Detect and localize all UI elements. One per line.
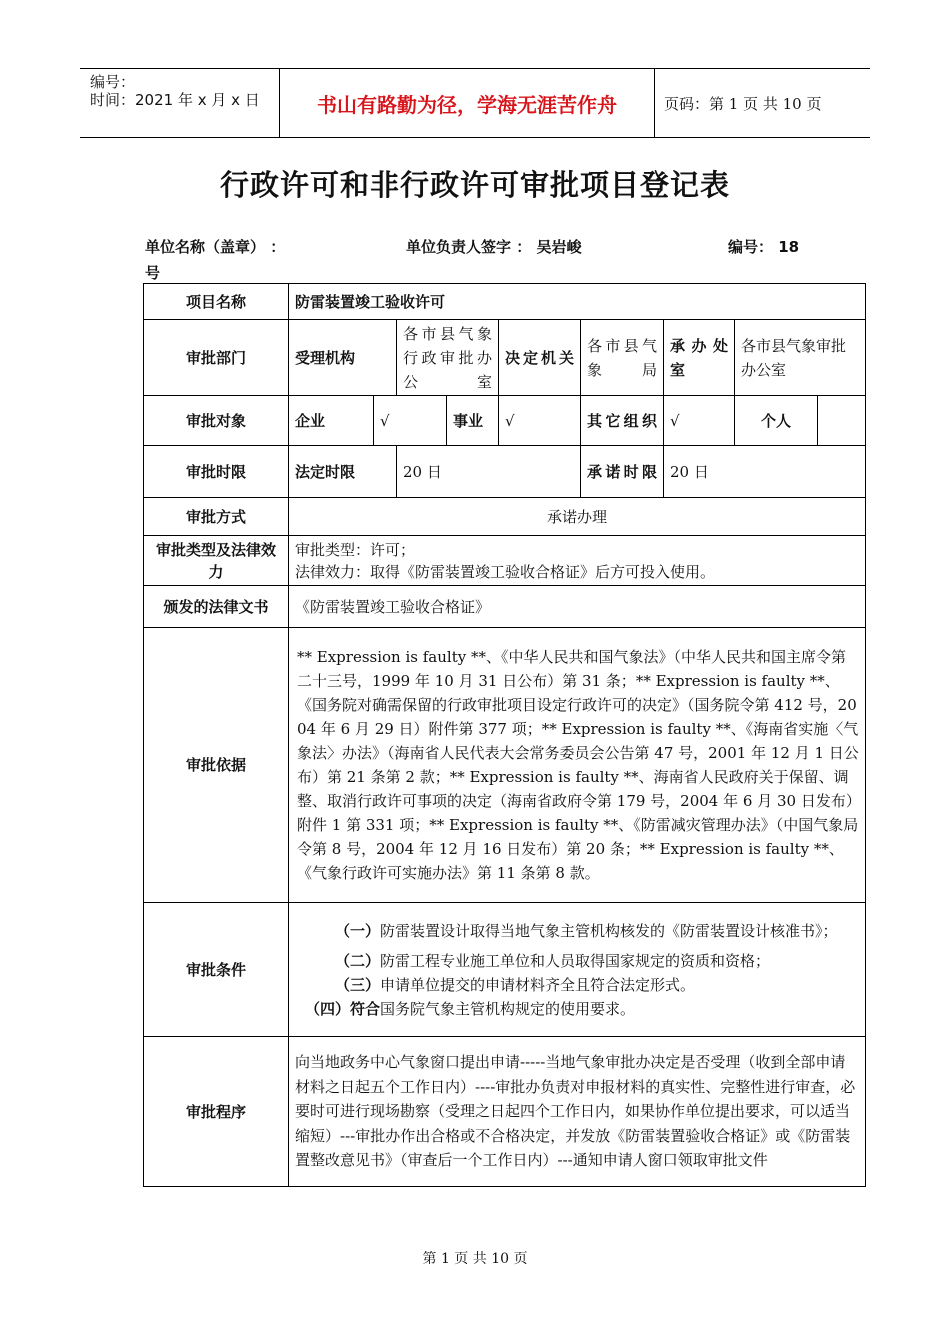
table-row xyxy=(144,446,866,498)
project-name-label: 项目名称 xyxy=(144,284,289,320)
project-name-value: 防雷装置竣工验收许可 xyxy=(289,284,866,320)
other-org-label: 其它组织 xyxy=(581,396,664,446)
cond-label: 审批条件 xyxy=(144,903,289,1037)
leader-signature: 单位负责人签字 ： 吴岩峻 xyxy=(406,238,582,256)
unit-name-label: 单位名称（盖章） ： xyxy=(145,238,286,256)
type-label: 审批类型及法律效力 xyxy=(144,536,289,586)
accept-org-label: 受理机构 xyxy=(289,320,397,396)
person-check xyxy=(818,396,866,446)
table-row xyxy=(144,320,866,396)
cond-item: （四）符合国务院气象主管机构规定的使用要求。 xyxy=(305,999,636,1018)
table-row xyxy=(144,903,866,1037)
method-value: 承诺办理 xyxy=(289,498,866,536)
header-time-label: 时间：2021 年 x 月 x 日 xyxy=(90,91,260,109)
proc-label: 审批程序 xyxy=(144,1037,289,1187)
type-line-1: 审批类型：许可； xyxy=(295,540,416,559)
legal-time-value: 20 日 xyxy=(397,446,581,498)
decide-org-value: 各市县气象局 xyxy=(581,320,664,396)
header-motto: 书山有路勤为径，学海无涯苦作舟 xyxy=(280,69,655,137)
table-row xyxy=(144,628,866,903)
cond-item: （三）申请单位提交的申请材料齐全且符合法定形式。 xyxy=(335,975,696,994)
document-header xyxy=(80,68,870,138)
header-meta xyxy=(80,69,280,137)
basis-label: 审批依据 xyxy=(144,628,289,903)
handle-office-value: 各市县气象审批办公室 xyxy=(735,320,866,396)
proc-text: 向当地政务中心气象窗口提出申请-----当地气象审批办决定是否受理（收到全部申请材料之日起五个工作日内）----审批办负责对申报材料的真实性、完整性进行审查，必要时可进行现场勘察（受理之日起四个工作日内，如果协作单位提出要求，可以适当缩短）---审批办作出合格或不合格决定，并发放《防雷装置验收合格证》或《防雷装置整改意见书》（审查后一个工作日内）---通知申请人窗口领取审批文件 xyxy=(289,1037,866,1187)
accept-org-value: 各市县气象行政审批办公室 xyxy=(397,320,499,396)
legal-time-label: 法定时限 xyxy=(289,446,397,498)
table-row xyxy=(144,536,866,586)
person-label: 个人 xyxy=(735,396,818,446)
time-limit-label: 审批时限 xyxy=(144,446,289,498)
table-row xyxy=(144,284,866,320)
page-title: 行政许可和非行政许可审批项目登记表 xyxy=(219,168,730,202)
promise-time-label: 承诺时限 xyxy=(581,446,664,498)
table-row xyxy=(144,396,866,446)
table-row xyxy=(144,1037,866,1187)
enterprise-check: √ xyxy=(374,396,447,446)
cond-list xyxy=(289,903,866,1037)
doc-label: 颁发的法律文书 xyxy=(144,586,289,628)
promise-time-value: 20 日 xyxy=(664,446,866,498)
type-line-2: 法律效力：取得《防雷装置竣工验收合格证》后方可投入使用。 xyxy=(295,562,716,581)
enterprise-label: 企业 xyxy=(289,396,374,446)
other-org-check: √ xyxy=(664,396,735,446)
header-page-info: 页码：第 1 页 共 10 页 xyxy=(664,94,822,113)
table-row xyxy=(144,586,866,628)
basis-text: ** Expression is faulty **、《中华人民共和国气象法》（中华人民共和国主席令第二十三号，1999 年 10 月 31 日公布）第 31 条；** Expression is faulty **、《国务院对确需保留的行政审批项目设定行政许可的决定》（国务院令第 412 号，2004 年 6 月 29 日）附件第 377 项；** Expression is faulty **、《海南省实施〈气象法〉办法》（海南省人民代表大会常务委员会公告第 47 号，2001 年 12 月 1 日公布）第 21 条第 2 款；** Expression is faulty **、海南省人民政府关于保留、调整、取消行政许可事项的决定（海南省政府令第 179 号，2004 年 6 月 30 日发布）附件 1 第 331 项；** Expression is faulty **、《防雷减灾管理办法》（中国气象局令第 8 号，2004 年 12 月 16 日发布）第 20 条；** Expression is faulty **、《气象行政许可实施办法》第 11 条第 8 款。 xyxy=(289,628,866,903)
cond-item: （二）防雷工程专业施工单位和人员取得国家规定的资质和资格； xyxy=(335,951,771,970)
type-value xyxy=(289,536,866,586)
handle-office-label: 承办处室 xyxy=(664,320,735,396)
form-number-suffix: 号 xyxy=(145,264,161,282)
institution-label: 事业 xyxy=(447,396,499,446)
doc-value: 《防雷装置竣工验收合格证》 xyxy=(289,586,866,628)
header-number-label: 编号： xyxy=(90,73,136,91)
registration-table xyxy=(143,283,866,1187)
dept-label: 审批部门 xyxy=(144,320,289,396)
form-number: 编号： 18 xyxy=(728,238,800,256)
cond-item: （一）防雷装置设计取得当地气象主管机构核发的《防雷装置设计核准书》； xyxy=(335,921,838,940)
page-footer: 第 1 页 共 10 页 xyxy=(422,1251,528,1267)
target-label: 审批对象 xyxy=(144,396,289,446)
decide-org-label: 决定机关 xyxy=(499,320,581,396)
method-label: 审批方式 xyxy=(144,498,289,536)
institution-check: √ xyxy=(499,396,581,446)
table-row xyxy=(144,498,866,536)
